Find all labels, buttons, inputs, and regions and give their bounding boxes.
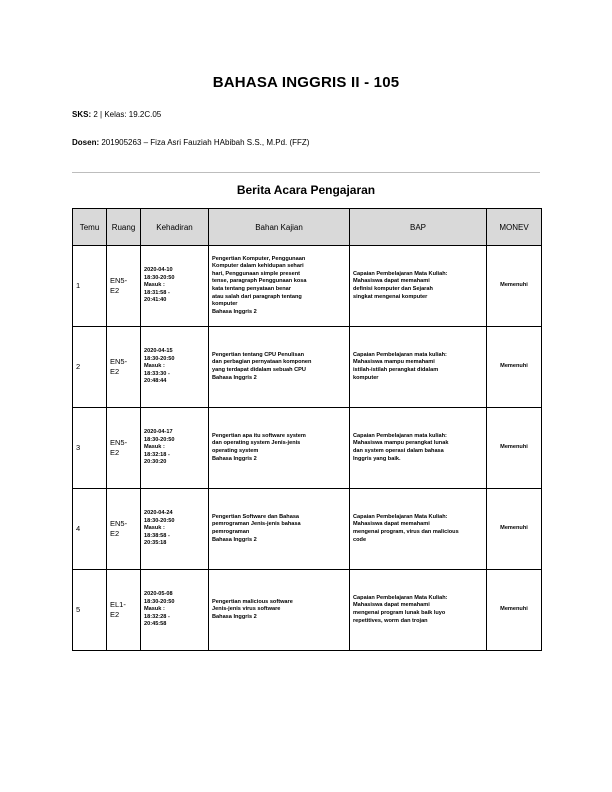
kehadiran-line: 18:30-20:50 (144, 355, 175, 362)
bap-line: definisi komputer dan Sejarah (353, 286, 433, 292)
bap-line: istilah-istilah perangkat didalam (353, 367, 439, 373)
bahan-kajian-line: Bahasa Inggris 2 (212, 613, 257, 620)
bahan-kajian-cell (209, 489, 350, 570)
kehadiran-line: 2020-04-24 (144, 510, 173, 517)
bahan-kajian-line: Pengertian Software dan Bahasa (212, 513, 300, 520)
bap-line: Mahasiswa mampu memahami (353, 359, 435, 366)
bap-cell (350, 408, 487, 489)
bap-line: Mahasiswa mampu perangkat lunak (353, 440, 449, 447)
kehadiran-line: Masuk : (144, 606, 165, 613)
bahan-kajian-line: Bahasa Inggris 2 (212, 308, 257, 315)
kehadiran-line: 2020-04-17 (144, 429, 173, 436)
temu-cell: 4 (73, 489, 107, 570)
ruang-line: EN5- (110, 356, 128, 366)
sks-info (72, 110, 161, 119)
bap-line: Capaian Pembelajaran mata kuliah: (353, 432, 447, 439)
bap-line: singkat mengenai komputer (353, 293, 428, 300)
col-header-monev: MONEV (487, 209, 542, 246)
bahan-kajian-line: Bahasa Inggris 2 (212, 536, 257, 543)
bap-line: dan system operasi dalam bahasa (353, 448, 444, 454)
kehadiran-cell (141, 408, 209, 489)
ruang-cell (107, 327, 141, 408)
bap-line: Inggris yang baik. (353, 455, 401, 462)
kehadiran-line: 20:30:20 (144, 459, 167, 466)
kehadiran-line: Masuk : (144, 363, 165, 370)
bahan-kajian-line: Pengertian malicious software (212, 598, 293, 605)
bap-line: Capaian Pembelajaran mata kuliah: (353, 351, 447, 358)
ruang-line: EN5- (110, 518, 128, 528)
bahan-kajian-cell (209, 327, 350, 408)
kehadiran-line: 18:32:28 - (144, 613, 170, 620)
ruang-line: EL1- (110, 599, 126, 609)
bap-line: Capaian Pembelajaran Mata Kuliah: (353, 270, 448, 277)
monev-cell: Memenuhi (487, 408, 542, 489)
ruang-cell (107, 246, 141, 327)
kehadiran-line: 18:30-20:50 (144, 436, 175, 443)
ruang-cell (107, 489, 141, 570)
ruang-line: E2 (110, 286, 120, 295)
ruang-cell (107, 570, 141, 651)
bahan-kajian-line: Bahasa Inggris 2 (212, 455, 257, 462)
kehadiran-cell (141, 489, 209, 570)
col-header-temu: Temu (73, 209, 107, 246)
kehadiran-line: 18:30-20:50 (144, 598, 175, 605)
table-row (73, 408, 542, 489)
bahan-kajian-line: pemrograman (212, 529, 250, 535)
monev-cell: Memenuhi (487, 489, 542, 570)
bap-table (72, 208, 542, 651)
bap-cell (350, 570, 487, 651)
bahan-kajian-line: Bahasa Inggris 2 (212, 374, 257, 381)
bahan-kajian-cell (209, 570, 350, 651)
kehadiran-line: 20:35:18 (144, 540, 167, 547)
kehadiran-line: 20:45:58 (144, 621, 167, 628)
ruang-line: E2 (110, 448, 120, 457)
bahan-kajian-cell (209, 408, 350, 489)
monev-cell: Memenuhi (487, 570, 542, 651)
bap-cell (350, 327, 487, 408)
table-row (73, 570, 542, 651)
dosen-info (72, 138, 309, 147)
bahan-kajian-line: operating system (212, 448, 259, 454)
col-header-bahan-kajian: Bahan Kajian (209, 209, 350, 246)
kehadiran-cell (141, 327, 209, 408)
kehadiran-line: 18:31:58 - (144, 289, 170, 296)
kehadiran-line: 18:33:30 - (144, 370, 170, 377)
bahan-kajian-line: tense, paragraph Penggunaan kosa (212, 278, 307, 285)
ruang-cell (107, 408, 141, 489)
bahan-kajian-line: hari, Penggunaan simple present (212, 270, 300, 277)
kehadiran-line: 18:30-20:50 (144, 517, 175, 524)
temu-cell: 2 (73, 327, 107, 408)
kehadiran-line: Masuk : (144, 444, 165, 451)
ruang-line: EN5- (110, 275, 128, 285)
dosen-label: Dosen: (72, 138, 100, 147)
bahan-kajian-line: Jenis-jenis virus software (212, 606, 281, 613)
bap-line: mengenai program, virus dan malicious (353, 529, 459, 535)
section-title: Berita Acara Pengajaran (236, 183, 376, 197)
col-header-bap: BAP (350, 209, 487, 246)
bap-cell (350, 489, 487, 570)
bap-line: Mahasiswa dapat memahami (353, 602, 430, 609)
col-header-kehadiran: Kehadiran (141, 209, 209, 246)
ruang-line: E2 (110, 529, 120, 538)
temu-cell: 5 (73, 570, 107, 651)
bahan-kajian-line: Pengertian tentang CPU Penulisan (212, 351, 305, 358)
kehadiran-line: 20:48:44 (144, 378, 167, 385)
kehadiran-line: 2020-04-15 (144, 348, 173, 355)
kehadiran-line: 18:30-20:50 (144, 274, 175, 281)
bap-line: Mahasiswa dapat memahami (353, 521, 430, 528)
kehadiran-line: 2020-05-08 (144, 591, 173, 598)
dosen-value: 201905263 – Fiza Asri Fauziah HAbibah S.S., M.Pd. (FFZ) (101, 138, 310, 147)
table-row (73, 246, 542, 327)
sks-label: SKS: (72, 110, 92, 119)
table-header-row (73, 209, 542, 246)
monev-cell: Memenuhi (487, 246, 542, 327)
bahan-kajian-line: yang terdapat didalam sebuah CPU (212, 367, 306, 373)
bahan-kajian-line: komputer (212, 301, 238, 308)
kehadiran-cell (141, 246, 209, 327)
ruang-line: E2 (110, 367, 120, 376)
kehadiran-line: Masuk : (144, 525, 165, 532)
bahan-kajian-line: dan operating system Jenis-jenis (212, 440, 301, 447)
bap-line: komputer (353, 374, 379, 381)
divider (72, 172, 540, 173)
bap-line: Capaian Pembelajaran Mata Kuliah: (353, 594, 448, 601)
bahan-kajian-line: kata tentang penyataan benar (212, 286, 291, 292)
bahan-kajian-cell (209, 246, 350, 327)
bap-cell (350, 246, 487, 327)
bap-line: code (353, 536, 367, 543)
bahan-kajian-line: atau salah dari paragraph tentang (212, 293, 302, 300)
sks-value: 2 | Kelas: 19.2C.05 (93, 110, 162, 119)
kehadiran-line: 18:38:58 - (144, 532, 170, 539)
ruang-line: EN5- (110, 437, 128, 447)
bap-line: Mahasiswa dapat memahami (353, 278, 430, 285)
course-title: BAHASA INGGRIS II - 105 (212, 74, 400, 91)
bap-line: mengenai program lunak baik luyo (353, 610, 446, 616)
kehadiran-line: 18:32:18 - (144, 451, 170, 458)
temu-cell: 1 (73, 246, 107, 327)
bahan-kajian-line: dan perbagian pernyataan komponen (212, 359, 312, 366)
bahan-kajian-line: Komputer dalam kehidupan sehari (212, 263, 304, 270)
table-row (73, 489, 542, 570)
bahan-kajian-line: Pengertian Komputer, Penggunaan (212, 255, 306, 262)
ruang-line: E2 (110, 610, 120, 619)
kehadiran-line: 2020-04-10 (144, 267, 173, 274)
kehadiran-line: Masuk : (144, 282, 165, 289)
table-row (73, 327, 542, 408)
temu-cell: 3 (73, 408, 107, 489)
monev-cell: Memenuhi (487, 327, 542, 408)
kehadiran-line: 20:41:40 (144, 297, 167, 304)
bap-line: Capaian Pembelajaran Mata Kuliah: (353, 513, 448, 520)
kehadiran-cell (141, 570, 209, 651)
bahan-kajian-line: pemrograman Jenis-jenis bahasa (212, 521, 301, 528)
bap-line: repetitives, worm dan trojan (353, 617, 428, 624)
col-header-ruang: Ruang (107, 209, 141, 246)
bahan-kajian-line: Pengertian apa itu software system (212, 432, 306, 439)
